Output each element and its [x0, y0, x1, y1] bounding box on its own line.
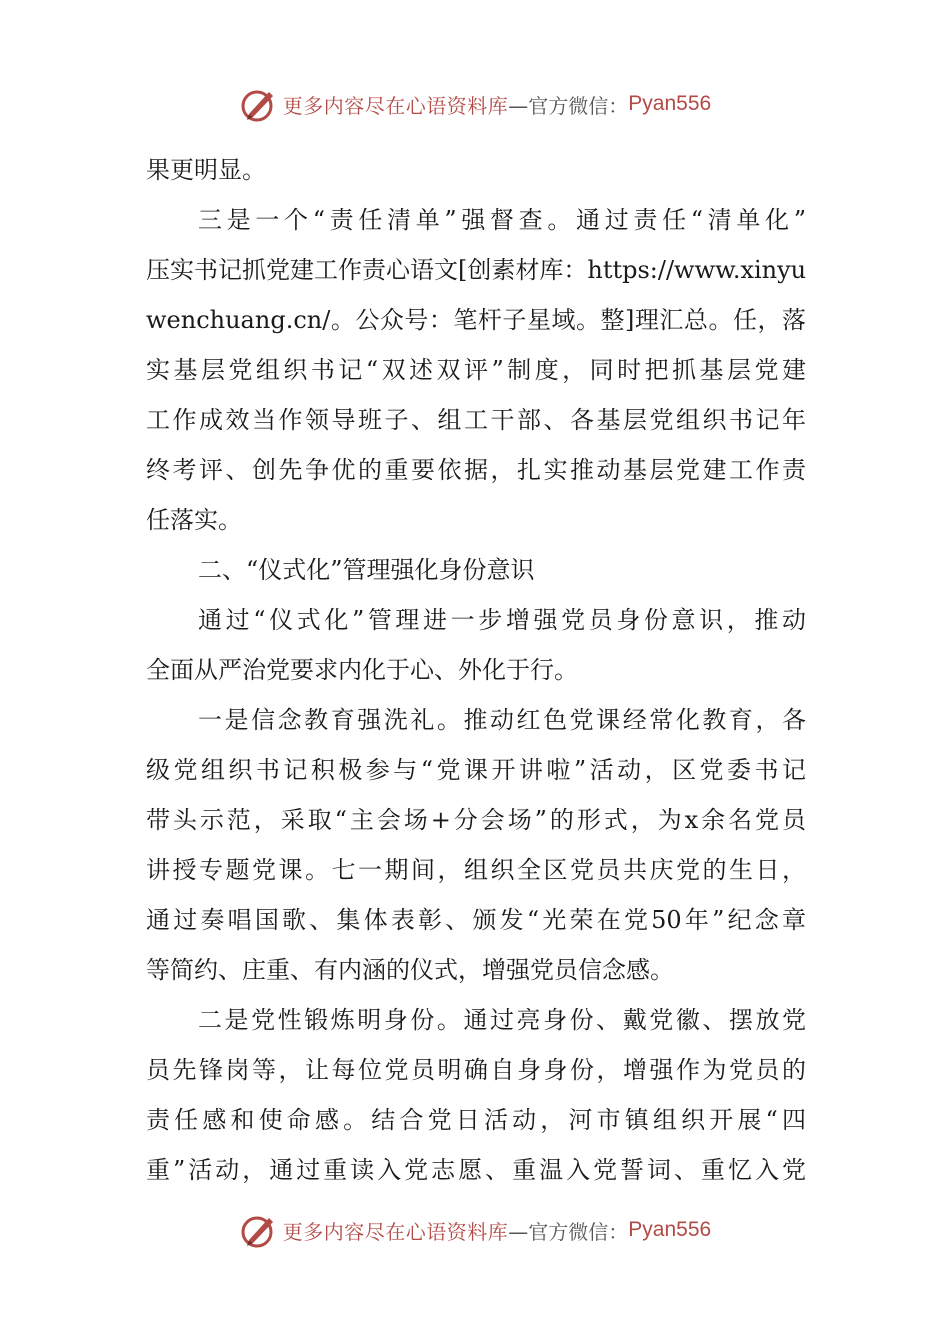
- text-line: 终考评、创先争优的重要依据，扎实推动基层党建工作责: [146, 456, 806, 484]
- text-line: 级党组织书记积极参与“党课开讲啦”活动，区党委书记: [146, 756, 806, 784]
- section-heading: 二、“仪式化”管理强化身份意识: [198, 556, 535, 584]
- header-banner: [0, 82, 950, 126]
- banner-title: 更多内容尽在心语资料库: [282, 93, 509, 118]
- text-line: 压实书记抓党建工作责心语文[创素材库：https://www.xinyu: [146, 256, 806, 284]
- banner-title: 更多内容尽在心语资料库: [282, 1219, 509, 1244]
- text-line: 讲授专题党课。七一期间，组织全区党员共庆党的生日，: [146, 856, 806, 884]
- text-line: 实基层党组织书记“双述双评”制度，同时把抓基层党建: [146, 356, 806, 384]
- text-line: 二是党性锻炼明身份。通过亮身份、戴党徽、摆放党: [198, 1006, 806, 1034]
- banner-separator: —官方微信：: [508, 93, 629, 118]
- text-line: 一是信念教育强洗礼。推动红色党课经常化教育，各: [198, 706, 806, 734]
- banner-separator: —官方微信：: [508, 1219, 629, 1244]
- text-line: 带头示范，采取“主会场+分会场”的形式，为x余名党员: [146, 806, 806, 834]
- text-line: 通过奏唱国歌、集体表彰、颁发“光荣在党50年”纪念章: [146, 906, 806, 934]
- banner-wechat-id: Pyan556: [628, 1218, 712, 1241]
- text-line: 责任感和使命感。结合党日活动，河市镇组织开展“四: [146, 1106, 806, 1134]
- text-line: 通过“仪式化”管理进一步增强党员身份意识，推动: [198, 606, 806, 634]
- text-line: 员先锋岗等，让每位党员明确自身身份，增强作为党员的: [146, 1056, 806, 1084]
- text-line: 任落实。: [146, 506, 242, 534]
- text-line: 全面从严治党要求内化于心、外化于行。: [146, 656, 578, 684]
- banner-wechat-id: Pyan556: [628, 92, 712, 115]
- text-line: 三是一个“责任清单”强督查。通过责任“清单化”: [198, 206, 806, 234]
- document-body: [146, 145, 806, 1195]
- pen-logo-icon: [239, 84, 279, 124]
- text-line: wenchuang.cn/。公众号：笔杆子星域。整]理汇总。任，落: [146, 306, 806, 334]
- footer-banner: [0, 1208, 950, 1252]
- text-line: 工作成效当作领导班子、组工干部、各基层党组织书记年: [146, 406, 806, 434]
- pen-logo-icon: [239, 1210, 279, 1250]
- text-line: 重”活动，通过重读入党志愿、重温入党誓词、重忆入党: [146, 1156, 806, 1184]
- text-line: 果更明显。: [146, 156, 266, 184]
- text-line: 等简约、庄重、有内涵的仪式，增强党员信念感。: [146, 956, 674, 984]
